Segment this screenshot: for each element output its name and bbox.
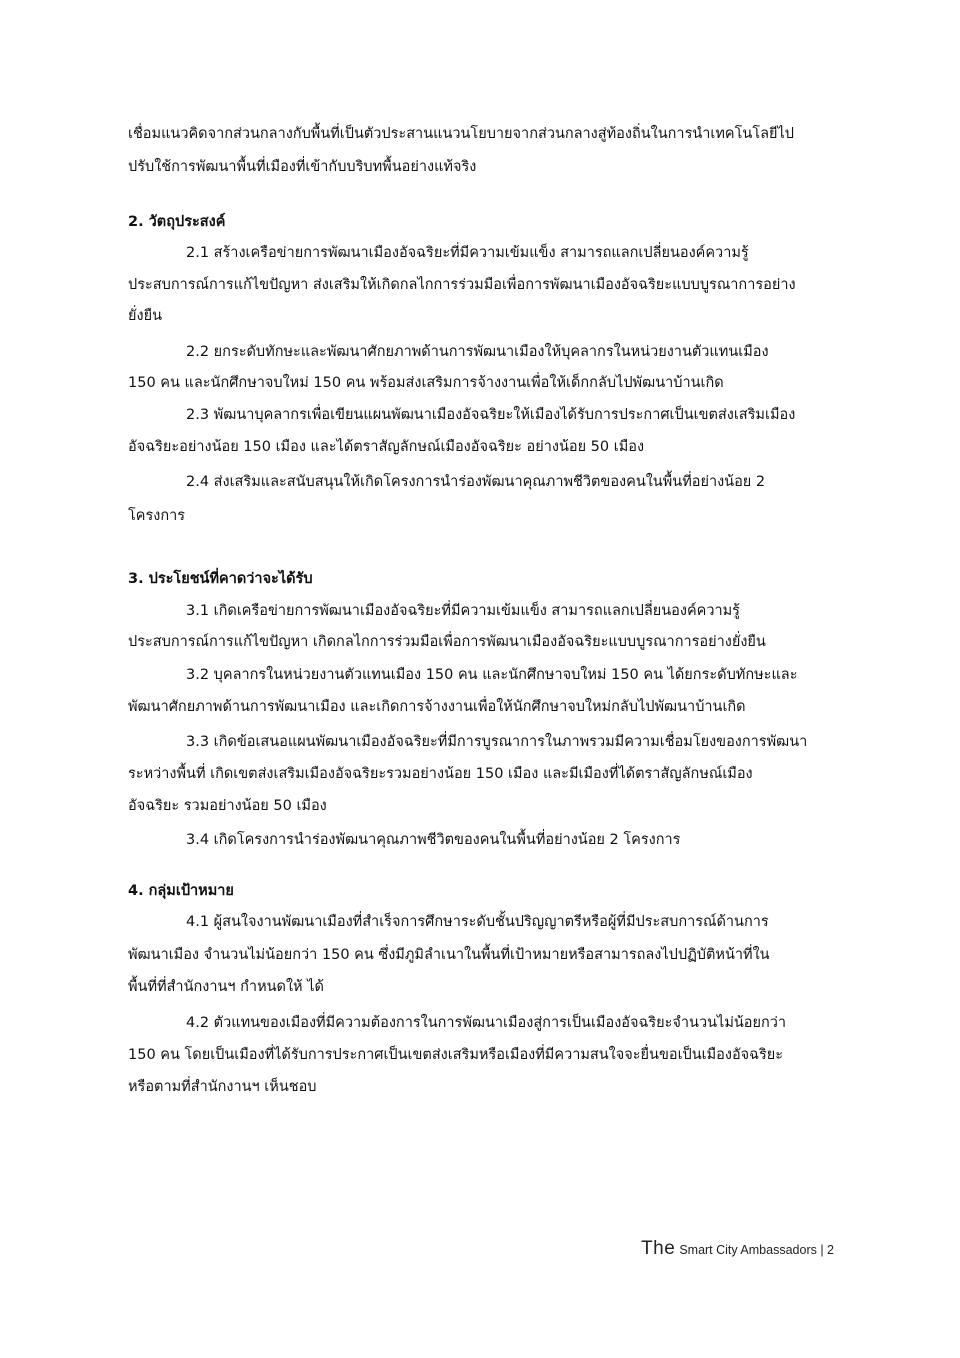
intro-line: เชื่อมแนวคิดจากส่วนกลางกับพื้นที่เป็นตัวประสานแนวนโยบายจากส่วนกลางสู่ท้องถิ่นในการนำเทคโนโลยีไป [128,126,794,142]
paragraph-line: 150 คน และนักศึกษาจบใหม่ 150 คน พร้อมส่งเสริมการจ้างงานเพื่อให้เด็กกลับไปพัฒนาบ้านเกิด [128,375,724,391]
paragraph-line: 4.2 ตัวแทนของเมืองที่มีความต้องการในการพัฒนาเมืองสู่การเป็นเมืองอัจฉริยะจำนวนไม่น้อยกว่า [186,1015,787,1031]
paragraph-line: 150 คน โดยเป็นเมืองที่ได้รับการประกาศเป็นเขตส่งเสริมหรือเมืองที่มีความสนใจจะยื่นขอเป็นเมืองอัจฉริยะ [128,1047,784,1063]
paragraph-line: ระหว่างพื้นที่ เกิดเขตส่งเสริมเมืองอัจฉริยะรวมอย่างน้อย 150 เมือง และมีเมืองที่ได้ตราสัญลักษณ์เมือง [128,766,753,782]
paragraph-line: โครงการ [128,508,186,524]
paragraph-line: 2.1 สร้างเครือข่ายการพัฒนาเมืองอัจฉริยะที่มีความเข้มแข็ง สามารถแลกเปลี่ยนองค์ความรู้ [186,245,749,261]
paragraph-line: พัฒนาเมือง จำนวนไม่น้อยกว่า 150 คน ซึ่งมีภูมิลำเนาในพื้นที่เป้าหมายหรือสามารถลงไปปฏิบัติหน้าที่ใน [128,947,770,963]
paragraph-line: ประสบการณ์การแก้ไขปัญหา ส่งเสริมให้เกิดกลไกการร่วมมือเพื่อการพัฒนาเมืองอัจฉริยะแบบบูรณาการอย่าง [128,277,796,293]
paragraph-line: อัจฉริยะ รวมอย่างน้อย 50 เมือง [128,798,327,814]
paragraph-line: พื้นที่ที่สำนักงานฯ กำหนดให้ ได้ [128,979,324,995]
paragraph-line: 2.4 ส่งเสริมและสนับสนุนให้เกิดโครงการนำร่องพัฒนาคุณภาพชีวิตของคนในพื้นที่อย่างน้อย 2 [186,474,766,490]
paragraph-line: 3.4 เกิดโครงการนำร่องพัฒนาคุณภาพชีวิตของคนในพื้นที่อย่างน้อย 2 โครงการ [186,832,681,848]
paragraph-line: อัจฉริยะอย่างน้อย 150 เมือง และได้ตราสัญลักษณ์เมืองอัจฉริยะ อย่างน้อย 50 เมือง [128,439,645,455]
paragraph-line: 2.3 พัฒนาบุคลากรเพื่อเขียนแผนพัฒนาเมืองอัจฉริยะให้เมืองได้รับการประกาศเป็นเขตส่งเสริมเมือง [186,407,796,423]
section-heading-benefits: 3. ประโยชน์ที่คาดว่าจะได้รับ [128,571,313,587]
paragraph-line: 3.3 เกิดข้อเสนอแผนพัฒนาเมืองอัจฉริยะที่มีการบูรณาการในภาพรวมมีความเชื่อมโยงของการพัฒนา [186,734,808,750]
paragraph-line: 4.1 ผู้สนใจงานพัฒนาเมืองที่สำเร็จการศึกษาระดับชั้นปริญญาตรีหรือผู้ที่มีประสบการณ์ด้านการ [186,914,769,930]
paragraph-line: 3.2 บุคลากรในหน่วยงานตัวแทนเมือง 150 คน และนักศึกษาจบใหม่ 150 คน ได้ยกระดับทักษะและ [186,667,798,683]
section-heading-objectives: 2. วัตถุประสงค์ [128,214,226,230]
paragraph-line: 3.1 เกิดเครือข่ายการพัฒนาเมืองอัจฉริยะที่มีความเข้มแข็ง สามารถแลกเปลี่ยนองค์ความรู้ [186,603,740,619]
page-footer [641,1238,834,1260]
footer-the: The [641,1238,676,1259]
paragraph-line: หรือตามที่สำนักงานฯ เห็นชอบ [128,1079,317,1095]
paragraph-line: ประสบการณ์การแก้ไขปัญหา เกิดกลไกการร่วมมือเพื่อการพัฒนาเมืองอัจฉริยะแบบบูรณาการอย่างยั่งยืน [128,634,766,650]
paragraph-line: ยั่งยืน [128,308,162,324]
footer-page-label: Smart City Ambassadors | 2 [679,1243,834,1257]
paragraph-line: 2.2 ยกระดับทักษะและพัฒนาศักยภาพด้านการพัฒนาเมืองให้บุคลากรในหน่วยงานตัวแทนเมือง [186,344,769,360]
paragraph-line: พัฒนาศักยภาพด้านการพัฒนาเมือง และเกิดการจ้างงานเพื่อให้นักศึกษาจบใหม่กลับไปพัฒนาบ้านเกิด [128,699,746,715]
intro-line: ปรับใช้การพัฒนาพื้นที่เมืองที่เข้ากับบริบทพื้นอย่างแท้จริง [128,159,477,175]
section-heading-target-group: 4. กลุ่มเป้าหมาย [128,883,234,899]
